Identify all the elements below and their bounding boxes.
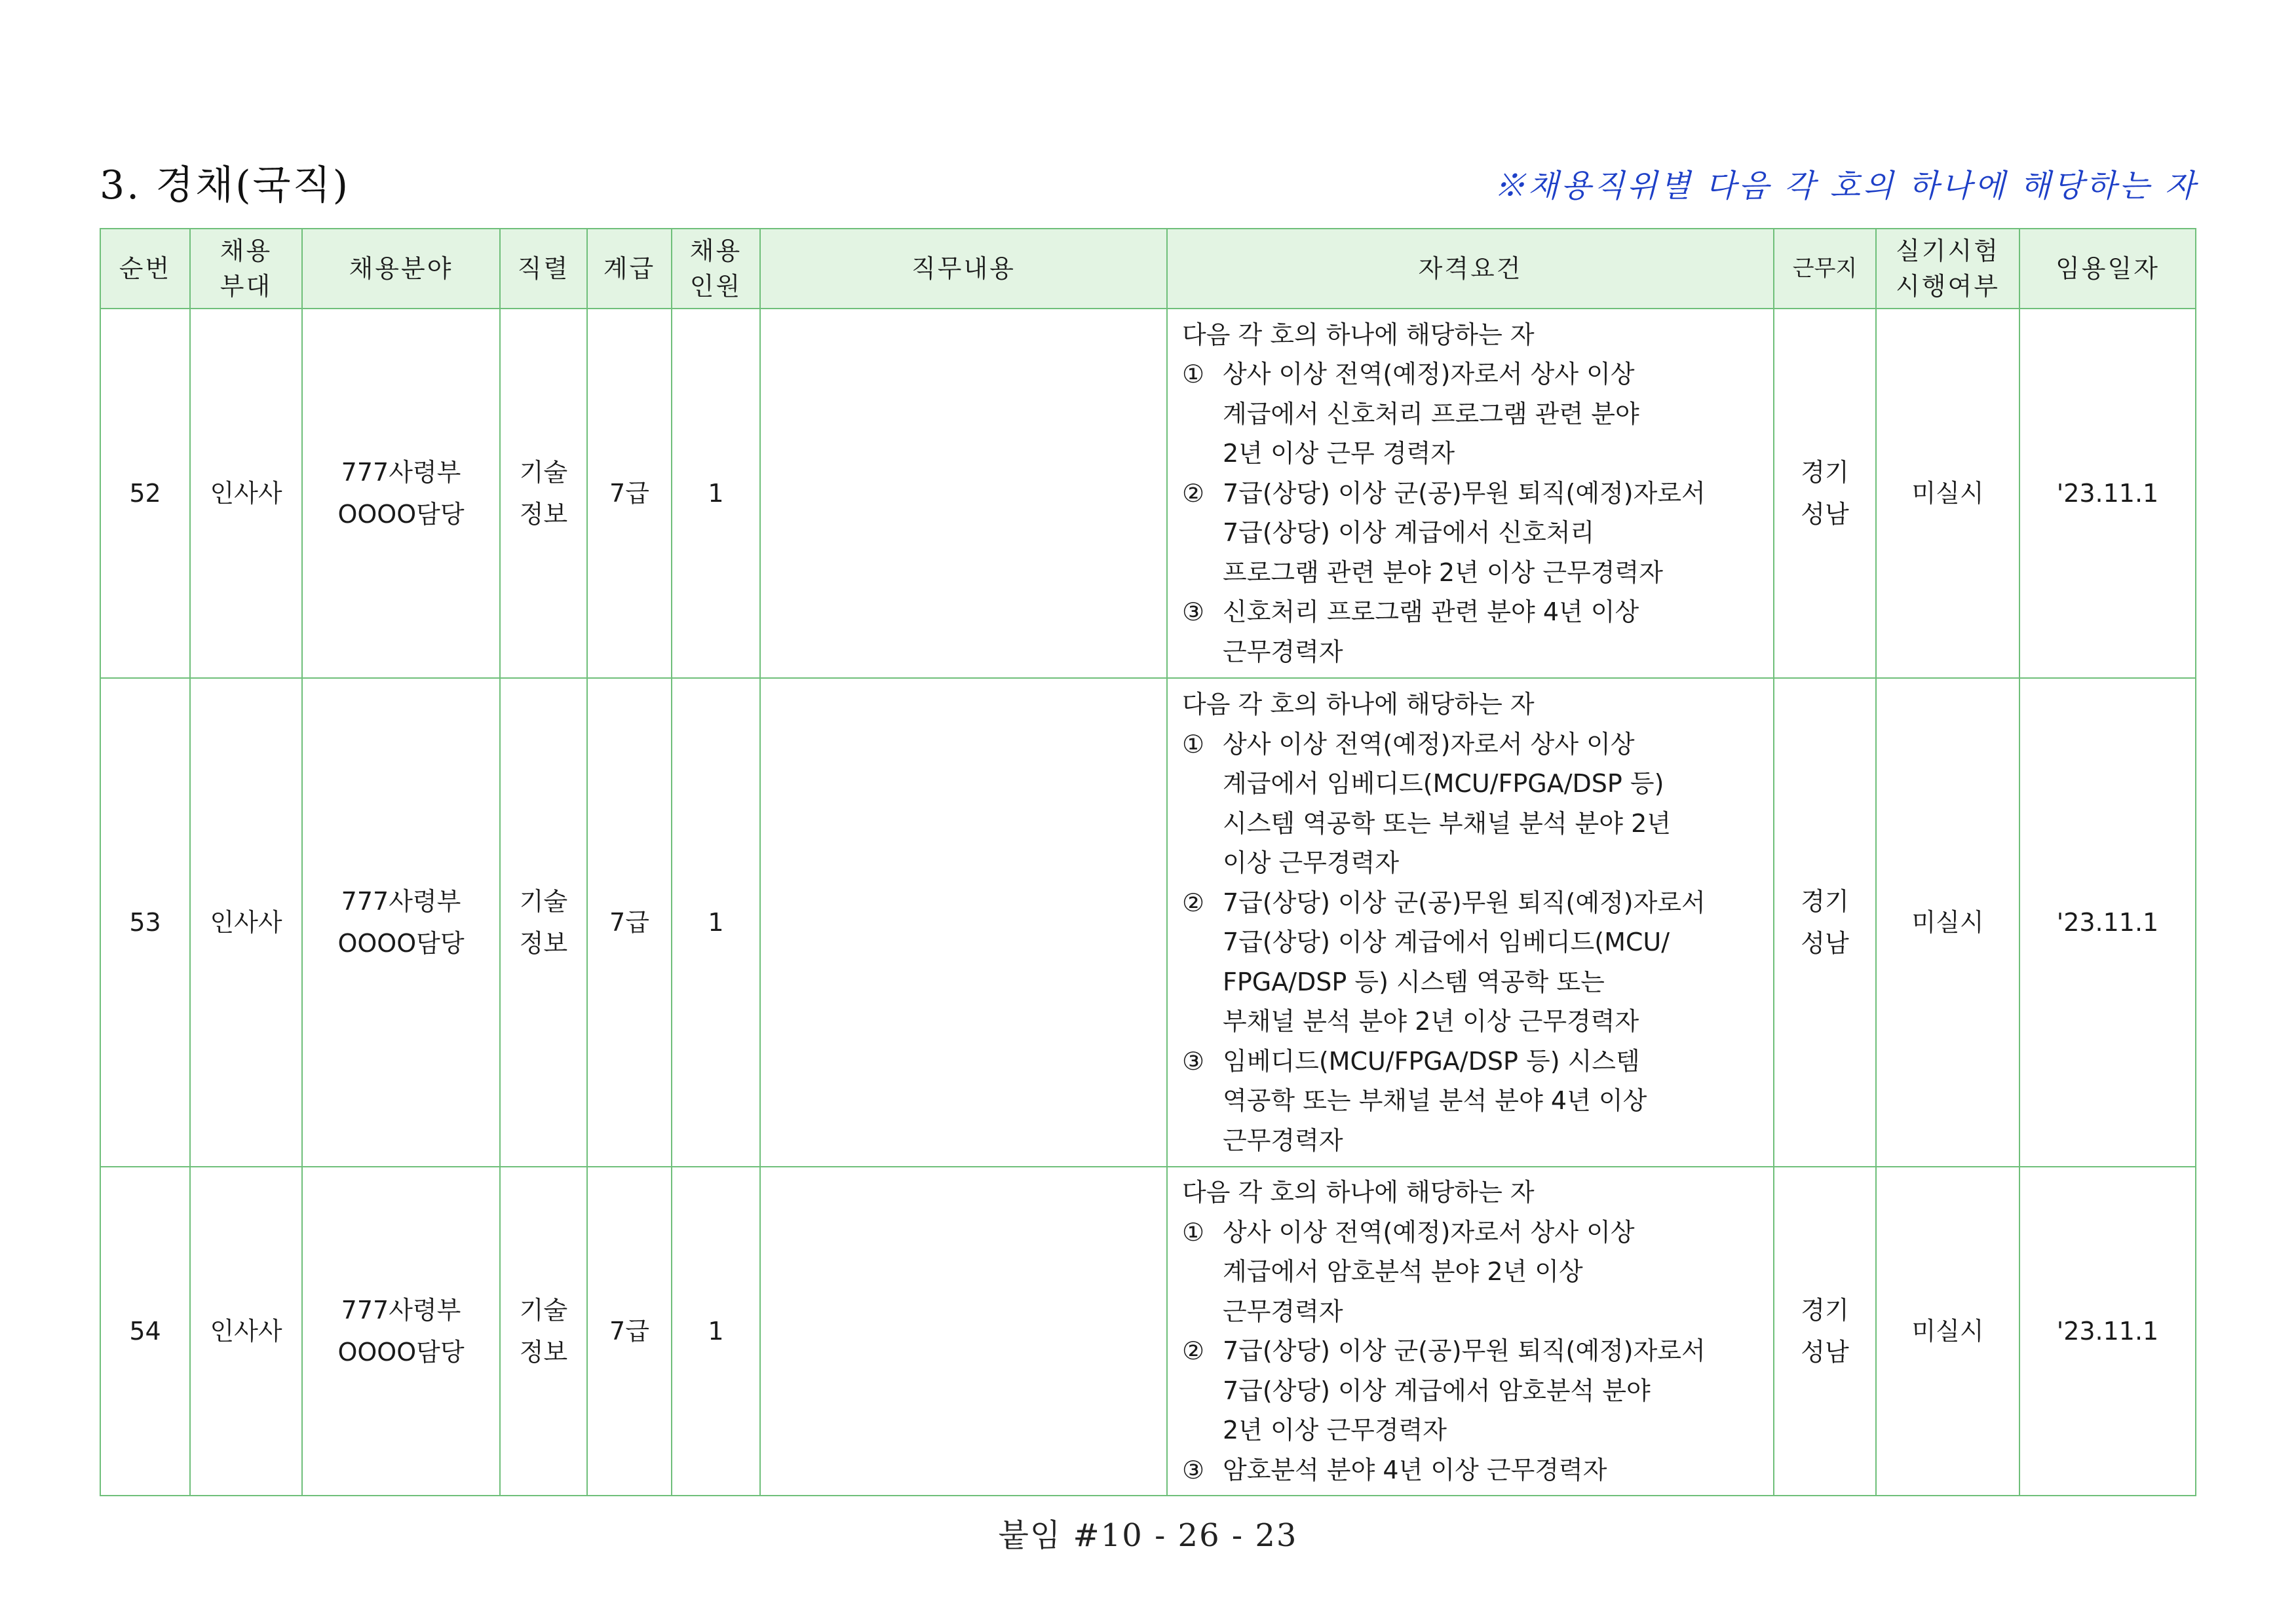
col-header-practical-test: 실기시험 시행여부 bbox=[1876, 229, 2019, 309]
col-header-field: 채용분야 bbox=[302, 229, 500, 309]
cell-series: 기술 정보 bbox=[500, 678, 587, 1167]
cell-unit: 인사사 bbox=[190, 1167, 302, 1496]
qualification-intro: 다음 각 호의 하나에 해당하는 자 bbox=[1182, 1178, 1535, 1207]
cell-qualification bbox=[1167, 678, 1774, 1167]
cell-unit: 인사사 bbox=[190, 309, 302, 678]
qualification-item: ③ 임베디드(MCU/FPGA/DSP 등) 시스템 역공학 또는 부채널 분석 분야 4년 이상 근무경력자 bbox=[1182, 1046, 1647, 1155]
cell-duty bbox=[760, 1167, 1167, 1496]
cell-practical-test: 미실시 bbox=[1876, 309, 2019, 678]
cell-seq: 54 bbox=[100, 1167, 190, 1496]
qualification-intro: 다음 각 호의 하나에 해당하는 자 bbox=[1182, 690, 1535, 719]
cell-duty bbox=[760, 678, 1167, 1167]
section-heading: 3. 경채(국직) bbox=[100, 162, 350, 208]
cell-count: 1 bbox=[672, 309, 760, 678]
col-header-location: 근무지 bbox=[1774, 229, 1876, 309]
cell-series: 기술 정보 bbox=[500, 1167, 587, 1496]
cell-appointment-date: '23.11.1 bbox=[2019, 678, 2196, 1167]
table-row bbox=[100, 1167, 2196, 1496]
cell-practical-test: 미실시 bbox=[1876, 1167, 2019, 1496]
col-header-duty: 직무내용 bbox=[760, 229, 1167, 309]
cell-field: 777사령부 OOOO담당 bbox=[302, 309, 500, 678]
cell-duty bbox=[760, 309, 1167, 678]
cell-location: 경기 성남 bbox=[1774, 1167, 1876, 1496]
qualification-item: ① 상사 이상 전역(예정)자로서 상사 이상 계급에서 임베디드(MCU/FPGA/DSP 등) 시스템 역공학 또는 부채널 분석 분야 2년 이상 근무경력자 bbox=[1182, 729, 1671, 877]
page-footer: 붙임 #10 - 26 - 23 bbox=[998, 1517, 1298, 1554]
cell-grade: 7급 bbox=[587, 678, 672, 1167]
cell-location: 경기 성남 bbox=[1774, 678, 1876, 1167]
col-header-series: 직렬 bbox=[500, 229, 587, 309]
qualification-item: ① 상사 이상 전역(예정)자로서 상사 이상 계급에서 암호분석 분야 2년 이상 근무경력자 bbox=[1182, 1217, 1635, 1326]
recruitment-table bbox=[100, 228, 2196, 1496]
table-row bbox=[100, 678, 2196, 1167]
cell-unit: 인사사 bbox=[190, 678, 302, 1167]
qualification-item: ② 7급(상당) 이상 군(공)무원 퇴직(예정)자로서 7급(상당) 이상 계급에서 암호분석 분야 2년 이상 근무경력자 bbox=[1182, 1336, 1706, 1445]
cell-grade: 7급 bbox=[587, 309, 672, 678]
cell-appointment-date: '23.11.1 bbox=[2019, 309, 2196, 678]
qualification-item: ② 7급(상당) 이상 군(공)무원 퇴직(예정)자로서 7급(상당) 이상 계급에서 신호처리 프로그램 관련 분야 2년 이상 근무경력자 bbox=[1182, 478, 1706, 587]
qualification-intro: 다음 각 호의 하나에 해당하는 자 bbox=[1182, 320, 1535, 349]
cell-practical-test: 미실시 bbox=[1876, 678, 2019, 1167]
cell-grade: 7급 bbox=[587, 1167, 672, 1496]
cell-seq: 53 bbox=[100, 678, 190, 1167]
table-row bbox=[100, 309, 2196, 678]
cell-appointment-date: '23.11.1 bbox=[2019, 1167, 2196, 1496]
cell-count: 1 bbox=[672, 1167, 760, 1496]
qualification-item: ③ 암호분석 분야 4년 이상 근무경력자 bbox=[1182, 1455, 1607, 1484]
qualification-item: ② 7급(상당) 이상 군(공)무원 퇴직(예정)자로서 7급(상당) 이상 계급에서 임베디드(MCU/ FPGA/DSP 등) 시스템 역공학 또는 부채널 분석 분야 2년 이상 근무경력자 bbox=[1182, 888, 1706, 1036]
cell-qualification bbox=[1167, 1167, 1774, 1496]
col-header-seq: 순번 bbox=[100, 229, 190, 309]
col-header-count: 채용 인원 bbox=[672, 229, 760, 309]
cell-field: 777사령부 OOOO담당 bbox=[302, 678, 500, 1167]
col-header-unit: 채용 부대 bbox=[190, 229, 302, 309]
eligibility-note: ※채용직위별 다음 각 호의 하나에 해당하는 자 bbox=[1493, 168, 2198, 204]
cell-location: 경기 성남 bbox=[1774, 309, 1876, 678]
cell-qualification bbox=[1167, 309, 1774, 678]
col-header-appointment-date: 임용일자 bbox=[2019, 229, 2196, 309]
cell-field: 777사령부 OOOO담당 bbox=[302, 1167, 500, 1496]
cell-series: 기술 정보 bbox=[500, 309, 587, 678]
cell-count: 1 bbox=[672, 678, 760, 1167]
qualification-item: ③ 신호처리 프로그램 관련 분야 4년 이상 근무경력자 bbox=[1182, 597, 1639, 666]
cell-seq: 52 bbox=[100, 309, 190, 678]
col-header-grade: 계급 bbox=[587, 229, 672, 309]
qualification-item: ① 상사 이상 전역(예정)자로서 상사 이상 계급에서 신호처리 프로그램 관련 분야 2년 이상 근무 경력자 bbox=[1182, 360, 1639, 468]
header-row bbox=[100, 229, 2196, 309]
col-header-qualification: 자격요건 bbox=[1167, 229, 1774, 309]
